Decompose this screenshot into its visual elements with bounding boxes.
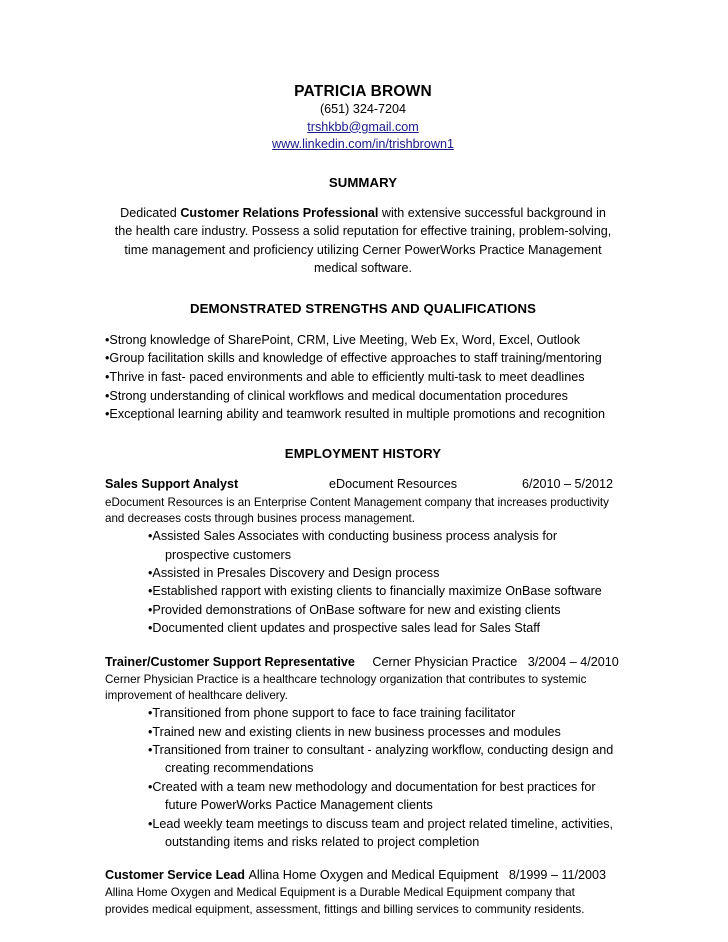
- duty-text: [148, 741, 621, 778]
- job-company: Cerner Physician Practice: [372, 654, 518, 669]
- list-item: [105, 778, 621, 815]
- bullet-icon: •: [148, 742, 153, 757]
- bullet-icon: •: [148, 724, 153, 739]
- phone-number: (651) 324-7204: [319, 102, 407, 116]
- list-item: [105, 405, 621, 424]
- bullet-icon: •: [148, 779, 153, 794]
- bullet-icon: •: [148, 621, 153, 636]
- duty-label: Assisted in Presales Discovery and Design process: [152, 566, 440, 581]
- qualification-text: Group facilitation skills and knowledge of effective approaches to staff training/mentoring: [109, 351, 602, 366]
- linkedin-link[interactable]: www.linkedin.com/in/trishbrown1: [272, 137, 454, 151]
- summary-text-rest: with extensive successful background in the health care industry. Possess a solid reputation for effective training, problem-solving, time management and proficiency utilizing Cerner PowerWorks Practice Management medical software.: [114, 205, 612, 276]
- list-item: [105, 815, 621, 852]
- summary-heading: SUMMARY: [328, 174, 398, 190]
- job-dates: 8/1999 – 11/2003: [508, 868, 607, 883]
- bullet-icon: •: [105, 332, 110, 347]
- duty-label: Transitioned from phone support to face to face training facilitator: [152, 706, 516, 721]
- bullet-icon: •: [148, 529, 153, 544]
- email-line: [105, 119, 621, 137]
- job-duties: [105, 527, 621, 637]
- list-item: [105, 387, 621, 406]
- bullet-icon: •: [105, 370, 110, 385]
- duty-text: [148, 619, 621, 637]
- duty-label: Lead weekly team meetings to discuss team and project related timeline, activities, outstanding items and risks related to project completion: [152, 816, 614, 849]
- duty-label: Established rapport with existing clients to financially maximize OnBase software: [152, 584, 602, 599]
- list-item: [105, 723, 621, 741]
- job-title: Trainer/Customer Support Representative: [105, 654, 355, 669]
- job-description: Cerner Physician Practice is a healthcare technology organization that contributes to systemic improvement of healthcare delivery.: [105, 672, 587, 702]
- job-entry: [105, 654, 621, 852]
- duty-label: Provided demonstrations of OnBase software for new and existing clients: [152, 602, 561, 617]
- job-header: [105, 654, 621, 671]
- job-duties: [105, 704, 621, 851]
- job-description: Allina Home Oxygen and Medical Equipment is a Durable Medical Equipment company that provides medical equipment, assessment, fittings and billing services to community residents.: [105, 886, 585, 916]
- duty-text: [148, 527, 621, 564]
- summary-paragraph: [105, 204, 621, 278]
- duty-text: [148, 582, 621, 600]
- job-company: Allina Home Oxygen and Medical Equipment: [248, 868, 499, 883]
- job-dates: 3/2004 – 4/2010: [527, 654, 619, 669]
- list-item: [105, 741, 621, 778]
- list-item: [105, 619, 621, 637]
- linkedin-line: [105, 136, 621, 154]
- job-title: Customer Service Lead: [105, 868, 245, 883]
- duty-text: [148, 704, 621, 722]
- bullet-icon: •: [105, 351, 110, 366]
- bullet-icon: •: [105, 388, 110, 403]
- job-header: [105, 477, 621, 494]
- job-title: Sales Support Analyst: [105, 476, 239, 491]
- duty-label: Documented client updates and prospective sales lead for Sales Staff: [152, 621, 541, 636]
- qualification-text: Thrive in fast- paced environments and able to efficiently multi-task to meet deadlines: [109, 370, 585, 385]
- job-entry: [105, 477, 621, 638]
- summary-text-bold: Customer Relations Professional: [180, 205, 379, 220]
- duty-text: [148, 815, 621, 852]
- resume-content: [105, 82, 621, 918]
- bullet-icon: •: [148, 816, 153, 831]
- job-entry: [105, 867, 621, 917]
- list-item: [105, 601, 621, 619]
- summary-text-lead: Dedicated: [120, 205, 181, 220]
- duty-text: [148, 778, 621, 815]
- bullet-icon: •: [105, 407, 110, 422]
- candidate-name: PATRICIA BROWN: [294, 83, 432, 100]
- duty-label: Created with a team new methodology and documentation for best practices for future PowerWorks Pactice Management clients: [152, 779, 596, 813]
- list-item: [105, 368, 621, 387]
- strengths-heading: DEMONSTRATED STRENGTHS AND QUALIFICATIONS: [190, 300, 536, 316]
- qualification-text: Strong knowledge of SharePoint, CRM, Live Meeting, Web Ex, Word, Excel, Outlook: [109, 332, 581, 347]
- bullet-icon: •: [148, 566, 153, 581]
- duty-text: [148, 723, 621, 741]
- job-header: [105, 867, 621, 884]
- duty-text: [148, 564, 621, 582]
- list-item: [105, 704, 621, 722]
- bullet-icon: •: [148, 602, 153, 617]
- bullet-icon: •: [148, 706, 153, 721]
- duty-text: [148, 601, 621, 619]
- duty-label: Assisted Sales Associates with conducting business process analysis for prospective customers: [152, 529, 558, 562]
- qualification-text: Strong understanding of clinical workflows and medical documentation procedures: [109, 388, 568, 403]
- job-description: eDocument Resources is an Enterprise Content Management company that increases productivity and decreases costs through busines process management.: [105, 495, 609, 526]
- employment-heading: EMPLOYMENT HISTORY: [284, 445, 442, 461]
- qualifications-list: [105, 331, 621, 424]
- bullet-icon: •: [148, 584, 153, 599]
- duty-label: Trained new and existing clients in new business processes and modules: [152, 724, 561, 739]
- list-item: [105, 564, 621, 582]
- job-dates: 6/2010 – 5/2012: [521, 476, 613, 491]
- list-item: [105, 582, 621, 600]
- qualification-text: Exceptional learning ability and teamwork resulted in multiple promotions and recognition: [109, 407, 606, 422]
- list-item: [105, 349, 621, 368]
- list-item: [105, 527, 621, 564]
- list-item: [105, 331, 621, 350]
- duty-label: Transitioned from trainer to consultant - analyzing workflow, conducting design and creating recommendations: [152, 742, 614, 776]
- job-company: eDocument Resources: [329, 476, 458, 491]
- email-link[interactable]: trshkbb@gmail.com: [307, 119, 419, 134]
